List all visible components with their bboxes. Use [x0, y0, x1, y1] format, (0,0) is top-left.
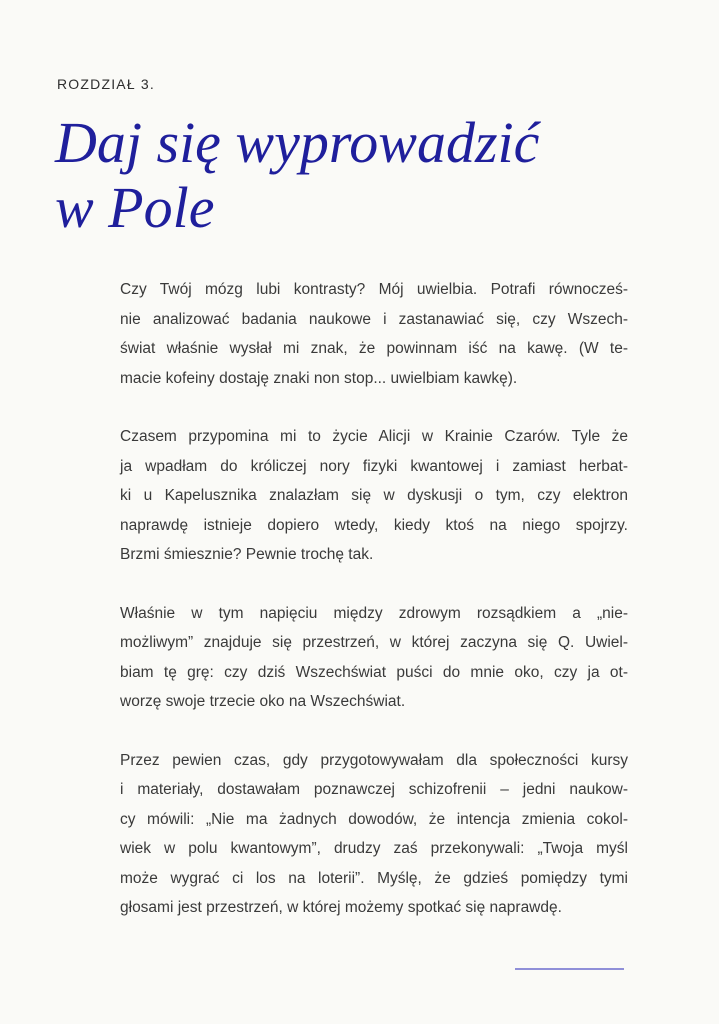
text-line: Przez pewien czas, gdy przygotowywałam dla społeczności kursy — [120, 751, 628, 769]
title-line: w Pole — [55, 175, 215, 240]
text-line: Czasem przypomina mi to życie Alicji w Krainie Czarów. Tyle że — [120, 428, 628, 445]
text-line: Brzmi śmiesznie? Pewnie trochę tak. — [120, 546, 374, 563]
text-line: Czy Twój mózg lubi kontrasty? Mój uwielbia. Potrafi równocześ- — [120, 281, 628, 298]
text-line: worzę swoje trzecie oko na Wszechświat. — [120, 693, 406, 710]
text-line: i materiały, dostawałam poznawczej schizofrenii – jedni naukow- — [120, 781, 628, 798]
title-line: Daj się wyprowadzić — [55, 110, 540, 175]
chapter-title — [55, 110, 539, 240]
text-line: cy mówili: „Nie ma żadnych dowodów, że intencja zmienia cokol- — [120, 810, 628, 828]
text-line: macie kofeiny dostaję znaki non stop... uwielbiam kawkę). — [120, 369, 518, 387]
text-line: głosami jest przestrzeń, w której możemy spotkać się naprawdę. — [120, 899, 562, 916]
text-line: naprawdę istnieje dopiero wtedy, kiedy ktoś na niego spojrzy. — [120, 516, 628, 534]
text-line: Właśnie w tym napięciu między zdrowym rozsądkiem a „nie- — [120, 604, 628, 622]
paragraph — [120, 275, 628, 393]
decorative-rule — [515, 968, 624, 970]
chapter-label: ROZDZIAŁ 3. — [57, 76, 155, 92]
text-line: nie analizować badania naukowe i zastanawiać się, czy Wszech- — [120, 310, 628, 328]
body-text — [120, 275, 628, 952]
paragraph — [120, 422, 628, 570]
text-line: wiek w polu kwantowym”, drudzy zaś przekonywali: „Twoja myśl — [120, 840, 628, 857]
text-line: biam tę grę: czy dziś Wszechświat puści do mnie oko, czy ja ot- — [120, 663, 628, 681]
paragraph — [120, 746, 628, 923]
text-line: świat właśnie wysłał mi znak, że powinnam iść na kawę. (W te- — [120, 340, 628, 357]
paragraph — [120, 599, 628, 717]
text-line: możliwym” znajduje się przestrzeń, w której zaczyna się Q. Uwiel- — [120, 634, 628, 651]
text-line: ja wpadłam do króliczej nory fizyki kwantowej i zamiast herbat- — [120, 457, 628, 475]
text-line: ki u Kapelusznika znalazłam się w dyskusji o tym, czy elektron — [120, 487, 628, 504]
text-line: może wygrać ci los na loterii”. Myślę, że gdzieś pomiędzy tymi — [120, 869, 628, 887]
